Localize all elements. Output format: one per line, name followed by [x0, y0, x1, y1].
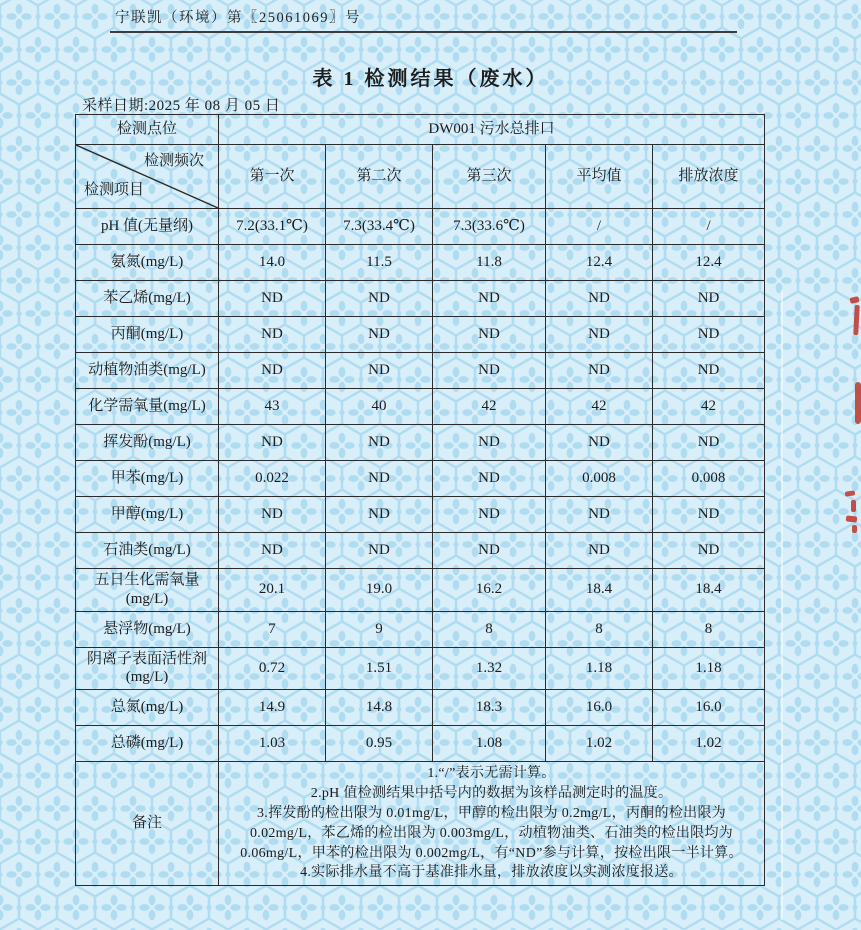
item-label: 总氮(mg/L): [76, 690, 219, 726]
table-cell: ND: [653, 353, 765, 389]
item-label: 苯乙烯(mg/L): [76, 281, 219, 317]
table-cell: ND: [326, 497, 433, 533]
item-label: pH 值(无量纲): [76, 209, 219, 245]
table-row-ph: [76, 209, 765, 245]
table-cell: 0.022: [219, 461, 326, 497]
table-row-acetone: [76, 317, 765, 353]
remark-line-3: 3.挥发酚的检出限为 0.01mg/L，甲醇的检出限为 0.2mg/L，丙酮的检出限为 0.02mg/L，苯乙烯的检出限为 0.003mg/L，动植物油类、石油类的检出限均为 0.06mg/L，甲苯的检出限为 0.002mg/L，有“ND”参与计算，按检出限一半计算。: [240, 805, 743, 861]
table-cell: 20.1: [219, 569, 326, 612]
table-cell: 16.2: [433, 569, 546, 612]
page-title: 表 1 检测结果（废水）: [312, 68, 549, 90]
table-cell: ND: [433, 533, 546, 569]
table-row-total-phosphorus: [76, 726, 765, 762]
monitor-point-label: 检测点位: [76, 115, 219, 145]
table-cell: ND: [433, 281, 546, 317]
table-cell: ND: [326, 353, 433, 389]
table-cell: ND: [219, 497, 326, 533]
table-cell: 12.4: [546, 245, 653, 281]
table-row-methanol: [76, 497, 765, 533]
column-header-average: 平均值: [546, 145, 653, 209]
table-row-toluene: [76, 461, 765, 497]
column-header-third: 第三次: [433, 145, 546, 209]
table-cell: ND: [326, 425, 433, 461]
table-cell: 0.008: [546, 461, 653, 497]
table-row-bod5: [76, 569, 765, 612]
table-cell: 43: [219, 389, 326, 425]
table-cell: /: [546, 209, 653, 245]
remarks-row: [76, 762, 765, 886]
table-cell: ND: [653, 317, 765, 353]
table-cell: 1.51: [326, 647, 433, 690]
table-cell: 14.0: [219, 245, 326, 281]
item-label: 甲醇(mg/L): [76, 497, 219, 533]
remark-line-2: 2.pH 值检测结果中括号内的数据为该样品测定时的温度。: [310, 785, 673, 801]
doc-number: 宁联凯（环境）第〖25061069〗号: [110, 6, 737, 33]
table-cell: ND: [219, 533, 326, 569]
column-header-second: 第二次: [326, 145, 433, 209]
table-cell: ND: [219, 353, 326, 389]
item-label: 悬浮物(mg/L): [76, 611, 219, 647]
table-cell: 19.0: [326, 569, 433, 612]
diagonal-label-item: 检测项目: [84, 182, 145, 199]
table-cell: 7.3(33.4℃): [326, 209, 433, 245]
remark-line-1: 1.“/”表示无需计算。: [427, 766, 556, 781]
table-cell: ND: [546, 425, 653, 461]
table-row-total-nitrogen: [76, 690, 765, 726]
red-seal-fragment: [853, 382, 861, 426]
sampling-date: 采样日期:2025 年 08 月 05 日: [82, 98, 281, 114]
table-cell: 0.008: [653, 461, 765, 497]
table-cell: ND: [326, 461, 433, 497]
remark-line-4: 4.实际排水量不高于基准排水量，排放浓度以实测浓度报送。: [300, 865, 683, 881]
table-cell: ND: [546, 497, 653, 533]
table-cell: 1.02: [546, 726, 653, 762]
table-cell: 1.18: [546, 647, 653, 690]
table-cell: 1.08: [433, 726, 546, 762]
table-cell: 12.4: [653, 245, 765, 281]
column-header-row: [76, 145, 765, 209]
table-cell: 7: [219, 611, 326, 647]
red-seal-fragment: [845, 489, 861, 535]
item-label: 氨氮(mg/L): [76, 245, 219, 281]
table-row-animal-oils: [76, 353, 765, 389]
table-cell: 9: [326, 611, 433, 647]
table-row-anionic-surfactant: [76, 647, 765, 690]
item-label: 化学需氧量(mg/L): [76, 389, 219, 425]
table-row-cod: [76, 389, 765, 425]
table-cell: 7.3(33.6℃): [433, 209, 546, 245]
table-cell: 1.02: [653, 726, 765, 762]
table-cell: 18.3: [433, 690, 546, 726]
results-table: [75, 114, 765, 886]
table-cell: 14.8: [326, 690, 433, 726]
table-cell: 1.18: [653, 647, 765, 690]
remarks-label: 备注: [76, 762, 219, 886]
table-cell: ND: [219, 425, 326, 461]
table-cell: ND: [326, 281, 433, 317]
table-cell: 16.0: [653, 690, 765, 726]
table-cell: 7.2(33.1℃): [219, 209, 326, 245]
table-row-suspended-solids: [76, 611, 765, 647]
table-cell: 1.03: [219, 726, 326, 762]
table-cell: ND: [653, 497, 765, 533]
table-cell: ND: [433, 317, 546, 353]
table-row-ammonia: [76, 245, 765, 281]
table-row-styrene: [76, 281, 765, 317]
item-label: 石油类(mg/L): [76, 533, 219, 569]
table-cell: 42: [433, 389, 546, 425]
table-cell: 18.4: [546, 569, 653, 612]
table-cell: ND: [653, 533, 765, 569]
table-cell: 18.4: [653, 569, 765, 612]
table-cell: ND: [653, 425, 765, 461]
item-label: 丙酮(mg/L): [76, 317, 219, 353]
item-label: 甲苯(mg/L): [76, 461, 219, 497]
table-cell: ND: [433, 497, 546, 533]
monitor-point-value: DW001 污水总排口: [219, 115, 765, 145]
remarks-content: [219, 762, 765, 886]
table-cell: ND: [546, 353, 653, 389]
column-header-first: 第一次: [219, 145, 326, 209]
table-row-volatile-phenol: [76, 425, 765, 461]
item-label: 阴离子表面活性剂(mg/L): [76, 647, 219, 690]
item-label: 挥发酚(mg/L): [76, 425, 219, 461]
table-cell: ND: [653, 281, 765, 317]
table-cell: ND: [326, 317, 433, 353]
diagonal-header-cell: [76, 145, 219, 209]
table-cell: 0.95: [326, 726, 433, 762]
column-header-discharge: 排放浓度: [653, 145, 765, 209]
table-cell: ND: [546, 317, 653, 353]
table-cell: ND: [433, 461, 546, 497]
item-label: 五日生化需氧量(mg/L): [76, 569, 219, 612]
table-cell: ND: [546, 281, 653, 317]
table-cell: 8: [653, 611, 765, 647]
red-seal-fragment: [847, 297, 861, 337]
table-cell: 0.72: [219, 647, 326, 690]
table-row-petroleum: [76, 533, 765, 569]
table-cell: 42: [653, 389, 765, 425]
table-cell: ND: [433, 353, 546, 389]
table-cell: ND: [219, 317, 326, 353]
diagonal-label-frequency: 检测频次: [143, 153, 204, 169]
table-cell: /: [653, 209, 765, 245]
table-cell: 14.9: [219, 690, 326, 726]
table-cell: 42: [546, 389, 653, 425]
table-cell: 8: [433, 611, 546, 647]
table-cell: 11.8: [433, 245, 546, 281]
item-label: 总磷(mg/L): [76, 726, 219, 762]
table-cell: 40: [326, 389, 433, 425]
table-cell: 16.0: [546, 690, 653, 726]
table-cell: ND: [433, 425, 546, 461]
table-cell: 11.5: [326, 245, 433, 281]
table-cell: ND: [219, 281, 326, 317]
item-label: 动植物油类(mg/L): [76, 353, 219, 389]
table-cell: ND: [546, 533, 653, 569]
monitor-point-row: [76, 115, 765, 145]
table-cell: ND: [326, 533, 433, 569]
table-cell: 8: [546, 611, 653, 647]
table-cell: 1.32: [433, 647, 546, 690]
